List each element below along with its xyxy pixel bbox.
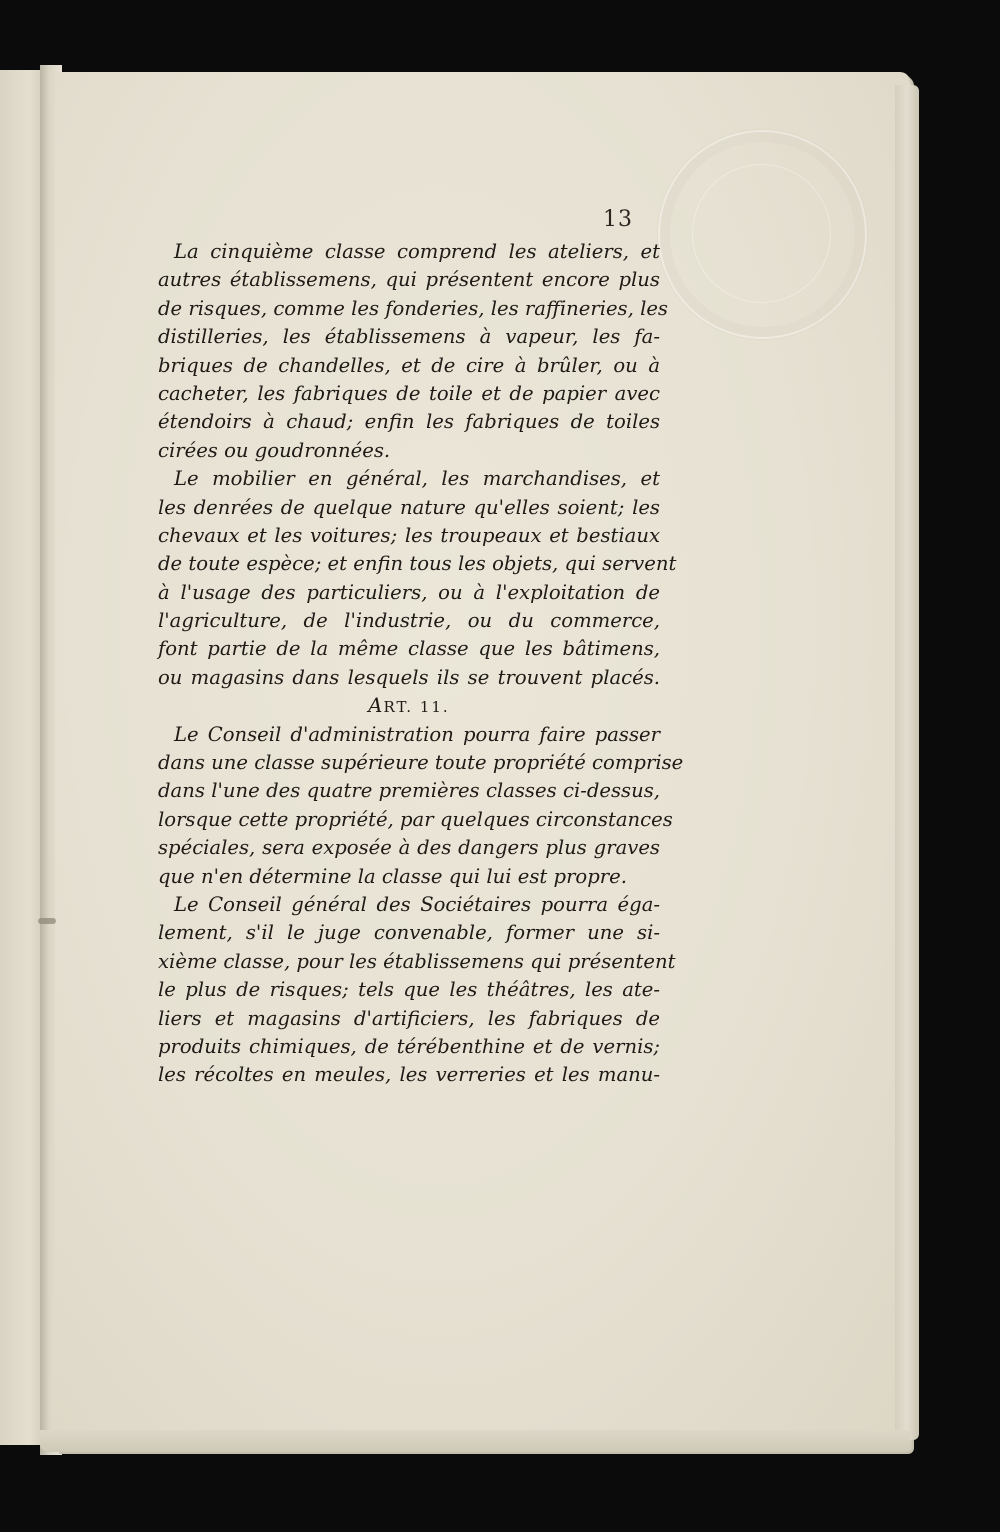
text-line: lement, s'il le juge convenable, former une si-	[158, 921, 660, 945]
text-line: cirées ou goudronnées.	[158, 438, 391, 462]
text-line: spéciales, sera exposée à des dangers plus graves	[158, 836, 660, 860]
text-line: lorsque cette propriété, par quelques circonstances	[158, 807, 673, 831]
text-line: ou magasins dans lesquels ils se trouvent placés.	[158, 665, 660, 689]
embossed-seal	[658, 130, 867, 339]
article-heading	[158, 692, 660, 720]
text-line: xième classe, pour les établissemens qui présentent	[158, 949, 676, 973]
text-line: que n'en détermine la classe qui lui est propre.	[158, 864, 627, 888]
page-bottom-edge	[40, 1430, 910, 1452]
embossed-seal-inner-ring	[692, 164, 831, 303]
text-line: étendoirs à chaud; enfin les fabriques de toiles	[158, 410, 660, 434]
text-line: briques de chandelles, et de cire à brûler, ou à	[158, 353, 660, 377]
text-line: liers et magasins d'artificiers, les fabriques de	[158, 1006, 660, 1030]
text-line: chevaux et les voitures; les troupeaux et bestiaux	[158, 523, 660, 547]
page-number: 13	[603, 207, 633, 232]
text-line: de risques, comme les fonderies, les raffineries, les	[158, 296, 668, 320]
text-line: dans l'une des quatre premières classes ci-dessus,	[158, 779, 660, 803]
text-line: distilleries, les établissemens à vapeur, les fa-	[158, 325, 660, 349]
page-text	[158, 238, 684, 1090]
text-line: produits chimiques, de térébenthine et de vernis;	[158, 1034, 660, 1058]
article-heading-initial: A	[368, 694, 384, 718]
text-line: La cinquième classe comprend les ateliers, et	[174, 240, 660, 263]
page-right-edge	[895, 85, 919, 1440]
article-heading-rest: RT. 11.	[383, 698, 450, 717]
text-line: Le mobilier en général, les marchandises, et	[174, 467, 660, 491]
text-line: le plus de risques; tels que les théâtres, les ate-	[158, 978, 660, 1002]
text-line: de toute espèce; et enfin tous les objets, qui servent	[158, 552, 677, 576]
binding-mark	[38, 918, 56, 924]
text-line: dans une classe supérieure toute propriété comprise	[158, 751, 684, 775]
text-line: font partie de la même classe que les bâtimens,	[158, 637, 660, 661]
text-line: Le Conseil d'administration pourra faire passer	[174, 722, 660, 746]
text-line: cacheter, les fabriques de toile et de papier avec	[158, 381, 660, 405]
text-line: les denrées de quelque nature qu'elles soient; les	[158, 495, 660, 519]
text-line: à l'usage des particuliers, ou à l'exploitation de	[158, 580, 660, 604]
text-line: Le Conseil général des Sociétaires pourra éga-	[174, 892, 660, 916]
text-line: autres établissemens, qui présentent encore plus	[158, 268, 660, 292]
text-line: l'agriculture, de l'industrie, ou du commerce,	[158, 609, 660, 633]
text-line: les récoltes en meules, les verreries et les manu-	[158, 1063, 660, 1087]
